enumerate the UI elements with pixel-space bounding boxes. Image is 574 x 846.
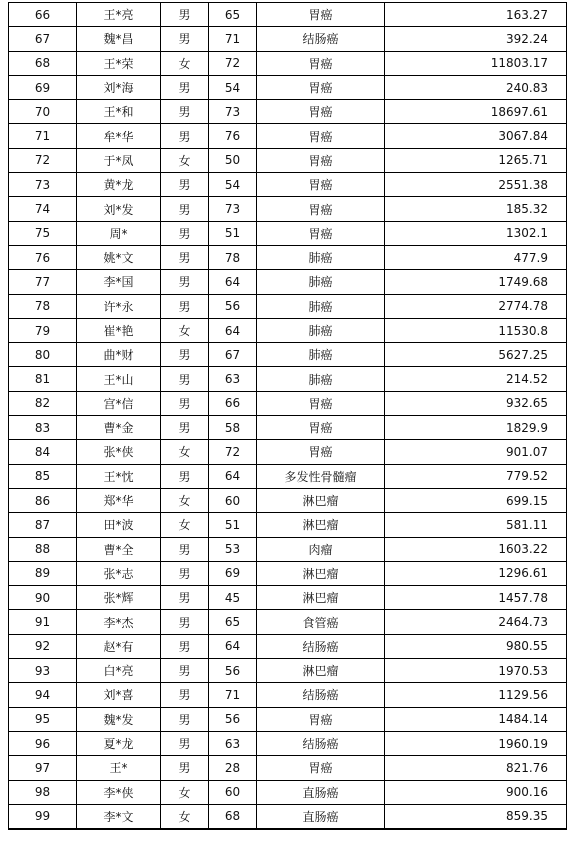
cell-gender: 男 [161,731,209,755]
cell-age: 66 [209,391,257,415]
cell-amount: 214.52 [385,367,567,391]
cell-row-number: 67 [9,27,77,51]
cell-age: 71 [209,27,257,51]
cell-gender: 男 [161,367,209,391]
table-row [9,804,567,829]
cell-age: 56 [209,707,257,731]
cell-row-number: 88 [9,537,77,561]
cell-row-number: 75 [9,221,77,245]
cell-row-number: 80 [9,343,77,367]
cell-gender: 男 [161,197,209,221]
cell-row-number: 72 [9,148,77,172]
cell-row-number: 85 [9,464,77,488]
cell-patient-name: 曹*全 [77,537,161,561]
cell-disease: 胃癌 [257,756,385,780]
cell-amount: 900.16 [385,780,567,804]
table-row [9,27,567,51]
cell-gender: 男 [161,100,209,124]
cell-disease: 胃癌 [257,440,385,464]
cell-gender: 男 [161,75,209,99]
cell-row-number: 96 [9,731,77,755]
cell-disease: 结肠癌 [257,27,385,51]
cell-disease: 淋巴瘤 [257,586,385,610]
table-row [9,756,567,780]
cell-amount: 185.32 [385,197,567,221]
cell-row-number: 74 [9,197,77,221]
cell-patient-name: 魏*昌 [77,27,161,51]
cell-disease: 胃癌 [257,75,385,99]
cell-row-number: 83 [9,416,77,440]
cell-gender: 男 [161,707,209,731]
cell-amount: 477.9 [385,245,567,269]
cell-disease: 肺癌 [257,367,385,391]
cell-row-number: 92 [9,634,77,658]
table-row [9,780,567,804]
cell-age: 56 [209,294,257,318]
cell-gender: 男 [161,634,209,658]
table-row [9,464,567,488]
table-row [9,270,567,294]
cell-age: 45 [209,586,257,610]
cell-disease: 肺癌 [257,343,385,367]
table-row [9,440,567,464]
table-row [9,100,567,124]
cell-patient-name: 刘*喜 [77,683,161,707]
cell-row-number: 81 [9,367,77,391]
table-row [9,416,567,440]
cell-patient-name: 牟*华 [77,124,161,148]
cell-row-number: 77 [9,270,77,294]
cell-row-number: 84 [9,440,77,464]
cell-amount: 859.35 [385,804,567,829]
cell-age: 56 [209,659,257,683]
table-row [9,586,567,610]
cell-disease: 淋巴瘤 [257,513,385,537]
cell-disease: 胃癌 [257,221,385,245]
cell-gender: 女 [161,780,209,804]
table-row [9,3,567,27]
cell-patient-name: 周* [77,221,161,245]
cell-amount: 392.24 [385,27,567,51]
cell-age: 51 [209,513,257,537]
cell-patient-name: 曲*财 [77,343,161,367]
cell-disease: 胃癌 [257,707,385,731]
table-row [9,367,567,391]
cell-disease: 胃癌 [257,124,385,148]
cell-patient-name: 王*荣 [77,51,161,75]
cell-amount: 1970.53 [385,659,567,683]
cell-amount: 2464.73 [385,610,567,634]
cell-amount: 932.65 [385,391,567,415]
cell-gender: 男 [161,3,209,27]
cell-disease: 胃癌 [257,173,385,197]
cell-patient-name: 宫*信 [77,391,161,415]
cell-gender: 女 [161,148,209,172]
cell-amount: 581.11 [385,513,567,537]
cell-gender: 男 [161,683,209,707]
table-row [9,659,567,683]
cell-age: 63 [209,731,257,755]
table-row [9,610,567,634]
cell-patient-name: 赵*有 [77,634,161,658]
table-row [9,221,567,245]
cell-age: 65 [209,3,257,27]
cell-amount: 699.15 [385,488,567,512]
cell-disease: 胃癌 [257,148,385,172]
cell-gender: 男 [161,270,209,294]
cell-gender: 男 [161,756,209,780]
cell-row-number: 86 [9,488,77,512]
cell-amount: 821.76 [385,756,567,780]
cell-age: 64 [209,464,257,488]
cell-amount: 240.83 [385,75,567,99]
cell-row-number: 91 [9,610,77,634]
cell-gender: 男 [161,221,209,245]
table-row [9,537,567,561]
cell-age: 67 [209,343,257,367]
cell-amount: 11803.17 [385,51,567,75]
cell-row-number: 95 [9,707,77,731]
cell-patient-name: 郑*华 [77,488,161,512]
cell-gender: 男 [161,610,209,634]
cell-row-number: 99 [9,804,77,829]
cell-patient-name: 田*波 [77,513,161,537]
cell-row-number: 87 [9,513,77,537]
cell-age: 64 [209,634,257,658]
cell-patient-name: 王* [77,756,161,780]
cell-amount: 18697.61 [385,100,567,124]
cell-gender: 男 [161,27,209,51]
cell-disease: 胃癌 [257,391,385,415]
cell-gender: 男 [161,561,209,585]
table-row [9,513,567,537]
table-row [9,75,567,99]
cell-age: 53 [209,537,257,561]
table-row [9,51,567,75]
cell-age: 64 [209,270,257,294]
cell-patient-name: 张*志 [77,561,161,585]
cell-disease: 淋巴瘤 [257,488,385,512]
cell-gender: 女 [161,488,209,512]
cell-patient-name: 刘*海 [77,75,161,99]
cell-age: 68 [209,804,257,829]
cell-row-number: 71 [9,124,77,148]
cell-row-number: 73 [9,173,77,197]
cell-amount: 1829.9 [385,416,567,440]
cell-age: 54 [209,173,257,197]
patient-table [8,2,567,830]
cell-disease: 多发性骨髓瘤 [257,464,385,488]
table-row [9,294,567,318]
cell-row-number: 78 [9,294,77,318]
cell-patient-name: 王*忱 [77,464,161,488]
cell-amount: 779.52 [385,464,567,488]
table-row [9,731,567,755]
cell-amount: 1960.19 [385,731,567,755]
cell-age: 73 [209,100,257,124]
cell-age: 78 [209,245,257,269]
table-row [9,343,567,367]
cell-age: 73 [209,197,257,221]
cell-row-number: 90 [9,586,77,610]
cell-amount: 2551.38 [385,173,567,197]
cell-row-number: 79 [9,318,77,342]
cell-disease: 结肠癌 [257,731,385,755]
cell-amount: 1129.56 [385,683,567,707]
cell-age: 65 [209,610,257,634]
table-row [9,561,567,585]
cell-patient-name: 刘*发 [77,197,161,221]
cell-gender: 男 [161,586,209,610]
cell-disease: 淋巴瘤 [257,659,385,683]
cell-gender: 男 [161,391,209,415]
cell-patient-name: 崔*艳 [77,318,161,342]
table-row [9,683,567,707]
cell-patient-name: 王*亮 [77,3,161,27]
cell-amount: 1265.71 [385,148,567,172]
cell-disease: 肺癌 [257,294,385,318]
cell-disease: 淋巴瘤 [257,561,385,585]
cell-row-number: 70 [9,100,77,124]
cell-gender: 男 [161,464,209,488]
cell-amount: 5627.25 [385,343,567,367]
cell-row-number: 82 [9,391,77,415]
cell-gender: 男 [161,173,209,197]
table-row [9,391,567,415]
cell-age: 72 [209,51,257,75]
cell-row-number: 93 [9,659,77,683]
cell-patient-name: 黄*龙 [77,173,161,197]
cell-patient-name: 王*山 [77,367,161,391]
cell-amount: 11530.8 [385,318,567,342]
cell-gender: 男 [161,416,209,440]
cell-amount: 3067.84 [385,124,567,148]
table-row [9,124,567,148]
cell-disease: 胃癌 [257,416,385,440]
cell-age: 63 [209,367,257,391]
cell-age: 51 [209,221,257,245]
cell-amount: 1749.68 [385,270,567,294]
cell-gender: 女 [161,51,209,75]
cell-disease: 胃癌 [257,100,385,124]
cell-age: 72 [209,440,257,464]
cell-disease: 肉瘤 [257,537,385,561]
cell-amount: 1302.1 [385,221,567,245]
cell-disease: 肺癌 [257,245,385,269]
cell-gender: 女 [161,440,209,464]
cell-row-number: 66 [9,3,77,27]
cell-patient-name: 于*凤 [77,148,161,172]
cell-patient-name: 张*辉 [77,586,161,610]
cell-gender: 男 [161,659,209,683]
cell-amount: 980.55 [385,634,567,658]
cell-disease: 直肠癌 [257,804,385,829]
cell-age: 28 [209,756,257,780]
cell-gender: 男 [161,245,209,269]
cell-age: 50 [209,148,257,172]
cell-patient-name: 王*和 [77,100,161,124]
cell-patient-name: 白*亮 [77,659,161,683]
patient-table-container [8,2,566,830]
cell-age: 54 [209,75,257,99]
cell-disease: 直肠癌 [257,780,385,804]
cell-gender: 女 [161,318,209,342]
table-row [9,197,567,221]
cell-amount: 1603.22 [385,537,567,561]
table-row [9,148,567,172]
cell-amount: 2774.78 [385,294,567,318]
cell-disease: 结肠癌 [257,634,385,658]
cell-age: 60 [209,780,257,804]
cell-row-number: 94 [9,683,77,707]
cell-gender: 男 [161,343,209,367]
cell-age: 69 [209,561,257,585]
table-row [9,634,567,658]
cell-patient-name: 张*侠 [77,440,161,464]
cell-patient-name: 夏*龙 [77,731,161,755]
cell-disease: 食管癌 [257,610,385,634]
patient-table-body [9,3,567,830]
cell-patient-name: 李*侠 [77,780,161,804]
cell-row-number: 89 [9,561,77,585]
cell-row-number: 68 [9,51,77,75]
cell-disease: 胃癌 [257,51,385,75]
cell-row-number: 69 [9,75,77,99]
cell-disease: 胃癌 [257,197,385,221]
table-row [9,488,567,512]
table-row [9,707,567,731]
cell-disease: 结肠癌 [257,683,385,707]
cell-amount: 901.07 [385,440,567,464]
cell-patient-name: 曹*金 [77,416,161,440]
cell-disease: 肺癌 [257,318,385,342]
cell-patient-name: 许*永 [77,294,161,318]
cell-row-number: 97 [9,756,77,780]
cell-gender: 男 [161,537,209,561]
table-row [9,245,567,269]
cell-age: 76 [209,124,257,148]
cell-patient-name: 李*文 [77,804,161,829]
cell-patient-name: 李*杰 [77,610,161,634]
cell-row-number: 98 [9,780,77,804]
cell-gender: 女 [161,804,209,829]
cell-gender: 男 [161,294,209,318]
cell-age: 60 [209,488,257,512]
cell-age: 58 [209,416,257,440]
cell-gender: 男 [161,124,209,148]
cell-age: 64 [209,318,257,342]
cell-amount: 1457.78 [385,586,567,610]
cell-gender: 女 [161,513,209,537]
cell-patient-name: 姚*文 [77,245,161,269]
cell-amount: 163.27 [385,3,567,27]
cell-patient-name: 魏*发 [77,707,161,731]
table-row [9,318,567,342]
cell-age: 71 [209,683,257,707]
cell-disease: 肺癌 [257,270,385,294]
cell-row-number: 76 [9,245,77,269]
cell-patient-name: 李*国 [77,270,161,294]
cell-disease: 胃癌 [257,3,385,27]
cell-amount: 1296.61 [385,561,567,585]
table-row [9,173,567,197]
cell-amount: 1484.14 [385,707,567,731]
